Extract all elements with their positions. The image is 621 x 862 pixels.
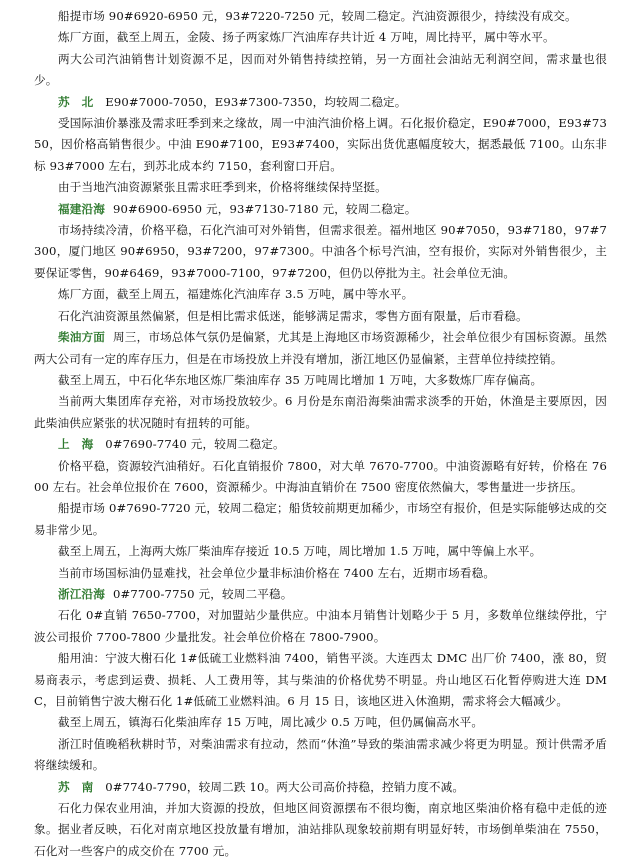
paragraph-shanghai-stock: 截至上周五，上海两大炼厂柴油库存接近 10.5 万吨，周比增加 1.5 万吨，属中等偏上水平。 — [58, 544, 542, 559]
zhejiang-price-text: 0#7700-7750 元，较周二平稳。 — [112, 586, 293, 601]
paragraph-zhejiang-marine: 船用油：宁波大榭石化 1#低硫工业燃料油 7400，销售平淡。大连西太 DMC 出厂价 7400，涨 80，贸易商表示，考虑到运费、损耗、人工费用等，其与柴油的价格优势不明显。舟山地区石化暂停购进大连 DMC，目前销售宁波大榭石化 1#低硫工业燃料油。6 月 15 日，该地区进入休渔期，需求将会大幅减少。 — [34, 651, 607, 708]
paragraph-fujian — [34, 199, 607, 220]
paragraph-refinery-gasoline-stock: 炼厂方面，截至上周五，金陵、扬子两家炼厂汽油库存共计近 4 万吨，周比持平，属中等水平。 — [58, 30, 555, 45]
paragraph-sunan-detail: 石化力保农业用油，并加大资源的投放，但地区间资源摆布不很均衡，南京地区柴油价格有稳中走低的迹象。据业者反映，石化对南京地区投放量有增加，油站排队现象较前期有明显好转，市场倒单柴油在 7550，石化对一些客户的成交价在 7700 元。 — [34, 801, 607, 858]
section-heading-fujian: 福建沿海 — [58, 201, 105, 216]
paragraph-zhejiang-stock: 截至上周五，镇海石化柴油库存 15 万吨，周比减少 0.5 万吨，但仍属偏高水平。 — [58, 715, 484, 730]
section-heading-sunan: 苏 南 — [58, 779, 98, 794]
paragraph-subei — [34, 92, 607, 113]
paragraph-supply-shortage: 两大公司汽油销售计划资源不足，因而对外销售持续控销，另一方面社会油站无利润空间，需求量也很少。 — [34, 51, 607, 88]
shanghai-price-text: 0#7690-7740 元，较周二稳定。 — [105, 437, 285, 452]
paragraph-subei-outlook: 由于当地汽油资源紧张且需求旺季到来，价格将继续保持坚挺。 — [58, 180, 387, 195]
paragraph-fujian-refinery: 炼厂方面，截至上周五，福建炼化汽油库存 3.5 万吨，属中等水平。 — [58, 287, 414, 302]
section-heading-subei: 苏 北 — [58, 94, 98, 109]
paragraph-diesel-outlook: 当前两大集团库存充裕，对市场投放较少。6 月份是东南沿海柴油需求淡季的开始，休渔是主要原因，因此柴油供应紧张的状况随时有扭转的可能。 — [34, 394, 607, 430]
paragraph-zhejiang-detail: 石化 0#直销 7650-7700，对加盟站少量供应。中油本月销售计划略少于 5 月，多数单位继续停批，宁波公司报价 7700-7800 少量批发。社会单位价格在 7800-7900。 — [34, 608, 607, 644]
paragraph-subei-detail: 受国际油价暴涨及需求旺季到来之缘故，周一中油汽油价格上调。石化报价稳定，E90#7000，E93#7350，因价格高销售很少。中油 E90#7100，E93#7400，实际出货优惠幅度较大，据悉最低 7100。山东非标 93#7000 左右，到苏北成本约 7150，套利窗口开启。 — [34, 116, 607, 173]
sunan-price-text: 0#7740-7790，较周二跌 10。两大公司高价持稳，控销力度不减。 — [105, 779, 465, 794]
paragraph-fujian-detail: 市场持续冷清，价格平稳，石化汽油可对外销售，但需求很差。福州地区 90#7050，93#7180，97#7300，厦门地区 90#6950，93#7200，97#7300。中油各个标号汽油，空有报价，实际对外销售很少，主要保证零售，90#6469，93#7000-7100，97#7200，但仍以停批为主。社会单位无油。 — [34, 223, 607, 280]
section-heading-zhejiang: 浙江沿海 — [58, 586, 105, 601]
paragraph-fujian-outlook: 石化汽油资源虽然偏紧，但是相比需求低迷，能够满足需求，零售方面有限量，后市看稳。 — [58, 308, 528, 323]
paragraph-diesel — [34, 327, 607, 370]
paragraph-shanghai-ship: 船提市场 0#7690-7720 元，较周二稳定；船货较前期更加稀少，市场空有报价，但是实际能够达成的交易非常少见。 — [34, 501, 607, 537]
fujian-price-text: 90#6900-6950 元，93#7130-7180 元，较周二稳定。 — [112, 201, 417, 216]
paragraph-sunan — [34, 777, 607, 798]
paragraph-shanghai-detail: 价格平稳，资源较汽油稍好。石化直销报价 7800，对大单 7670-7700。中油资源略有好转，价格在 7600 左右。社会单位报价在 7600，资源稀少。中海油直销价在 7500 密度依然偏大，零售量进一步挤压。 — [34, 458, 607, 494]
diesel-overview-text: 周三，市场总体气氛仍是偏紧，尤其是上海地区市场资源稀少，社会单位很少有国标资源。虽然两大公司有一定的库存压力，但是在市场投放上并没有增加，浙江地区仍显偏紧，主营单位持续控销。 — [34, 330, 607, 366]
paragraph-diesel-stock: 截至上周五，中石化华东地区炼厂柴油库存 35 万吨周比增加 1 万吨，大多数炼厂库存偏高。 — [58, 372, 543, 387]
paragraph-ship-market-gasoline: 船提市场 90#6920-6950 元，93#7220-7250 元，较周二稳定。汽油资源很少，持续没有成交。 — [58, 9, 577, 23]
subei-price-text: E90#7000-7050，E93#7300-7350，均较周二稳定。 — [105, 94, 407, 109]
paragraph-zhejiang — [34, 584, 607, 605]
paragraph-zhejiang-outlook: 浙江时值晚稻秋耕时节，对柴油需求有拉动，然而“休渔”导致的柴油需求减少将更为明显。预计供需矛盾将继续缓和。 — [34, 736, 607, 773]
section-heading-diesel: 柴油方面 — [58, 330, 106, 345]
paragraph-shanghai — [34, 434, 607, 455]
section-heading-shanghai: 上 海 — [58, 437, 98, 452]
paragraph-shanghai-outlook: 当前市场国标油仍显难找，社会单位少量非标油价格在 7400 左右，近期市场看稳。 — [58, 565, 496, 580]
